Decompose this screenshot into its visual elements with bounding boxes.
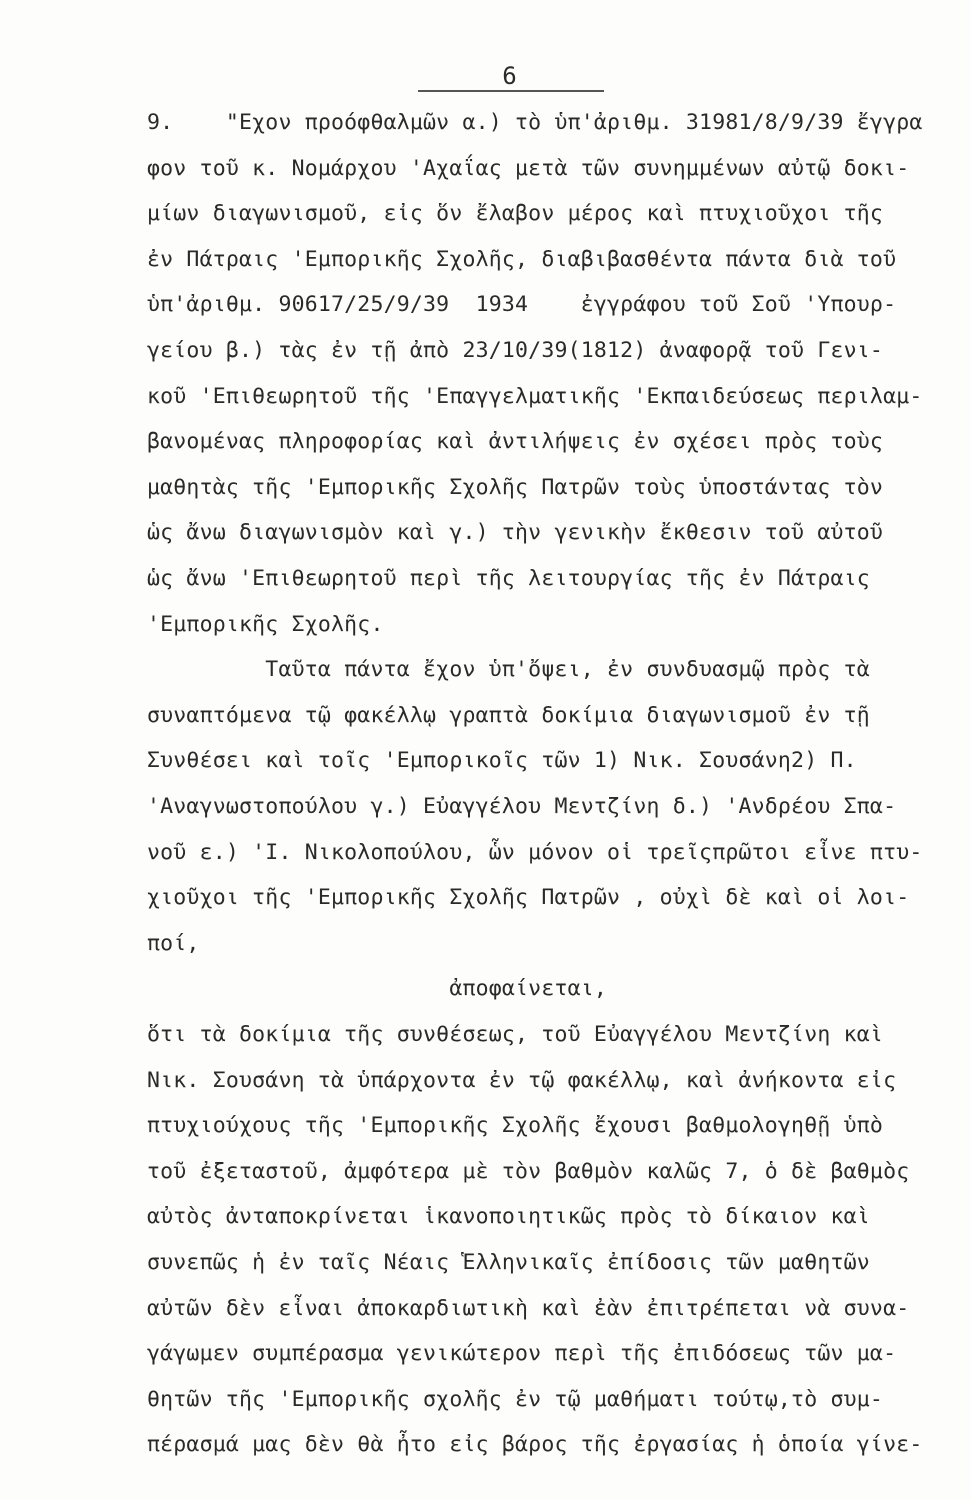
text-line: ἀποφαίνεται,: [147, 976, 608, 1002]
text-line: γείου β.) τὰς ἐν τῇ ἀπὸ 23/10/39(1812) ἀναφορᾷ τοῦ Γενι-: [147, 338, 884, 363]
text-line: ἐν Πάτραις 'Εμπορικῆς Σχολῆς, διαβιβασθέντα πάντα διὰ τοῦ: [147, 246, 897, 272]
text-line: πέρασμά μας δὲν θὰ ἦτο εἰς βάρος τῆς ἐργασίας ἡ ὁποία γίνε-: [147, 1432, 923, 1458]
page-number-rule: [418, 90, 604, 92]
text-line: 'Εμπορικῆς Σχολῆς.: [147, 611, 384, 637]
page-number: 6: [502, 62, 518, 90]
text-line: ὡς ἄνω 'Επιθεωρητοῦ περὶ τῆς λειτουργίας τῆς ἐν Πάτραις: [147, 566, 870, 591]
text-line: 9. "Εχον προόφθαλμῶν α.) τὸ ὑπ'ἀριθμ. 31981/8/9/39 ἔγγρα: [147, 110, 923, 135]
text-line: Συνθέσει καὶ τοῖς 'Εμπορικοῖς τῶν 1) Νικ. Σουσάνη2) Π.: [147, 748, 857, 774]
text-line: μαθητὰς τῆς 'Εμπορικῆς Σχολῆς Πατρῶν τοὺς ὑποστάντας τὸν: [147, 474, 884, 500]
text-line: νοῦ ε.) 'Ι. Νικολοπούλου, ὧν μόνον οἱ τρεῖςπρῶτοι εἶνε πτυ-: [147, 839, 923, 865]
text-line: ὑπ'ἀριθμ. 90617/25/9/39 1934 ἐγγράφου τοῦ Σοῦ 'Υπουρ-: [147, 292, 897, 318]
text-line: τοῦ ἐξεταστοῦ, ἀμφότερα μὲ τὸν βαθμὸν καλῶς 7, ὁ δὲ βαθμὸς: [147, 1158, 910, 1184]
text-line: μίων διαγωνισμοῦ, εἰς ὅν ἔλαβον μέρος καὶ πτυχιοῦχοι τῆς: [147, 201, 884, 227]
text-line: Ταῦτα πάντα ἔχον ὑπ'ὄψει, ἐν συνδυασμῷ πρὸς τὰ: [147, 657, 870, 683]
text-line: φον τοῦ κ. Νομάρχου 'Αχαΐας μετὰ τῶν συνημμένων αὐτῷ δοκι-: [147, 155, 910, 181]
text-line: συνεπῶς ἡ ἐν ταῖς Νέαις Ἑλληνικαῖς ἐπίδοσις τῶν μαθητῶν: [147, 1250, 870, 1275]
text-line: αὐτὸς ἀνταποκρίνεται ἱκανοποιητικῶς πρὸς τὸ δίκαιον καὶ: [147, 1204, 870, 1230]
text-line: βανομένας πληροφορίας καὶ ἀντιλήψεις ἐν σχέσει πρὸς τοὺς: [147, 429, 884, 455]
text-line: Νικ. Σουσάνη τὰ ὑπάρχοντα ἐν τῷ φακέλλῳ, καὶ ἀνήκοντα εἰς: [147, 1067, 897, 1093]
text-line: ὅτι τὰ δοκίμια τῆς συνθέσεως, τοῦ Εὐαγγέλου Μεντζίνη καὶ: [147, 1022, 884, 1047]
text-line: αὐτῶν δὲν εἶναι ἀποκαρδιωτικὴ καὶ ἐὰν ἐπιτρέπεται νὰ συνα-: [147, 1295, 910, 1321]
text-line: γάγωμεν συμπέρασμα γενικώτερον περὶ τῆς ἐπιδόσεως τῶν μα-: [147, 1341, 897, 1367]
text-line: θητῶν τῆς 'Εμπορικῆς σχολῆς ἐν τῷ μαθήματι τούτῳ,τὸ συμ-: [147, 1386, 884, 1412]
page-bottom-edge: [0, 1494, 971, 1500]
text-line: χιοῦχοι τῆς 'Εμπορικῆς Σχολῆς Πατρῶν , οὐχὶ δὲ καὶ οἱ λοι-: [147, 885, 910, 911]
text-line: συναπτόμενα τῷ φακέλλῳ γραπτὰ δοκίμια διαγωνισμοῦ ἐν τῇ: [147, 702, 870, 728]
text-line: 'Αναγνωστοπούλου γ.) Εὐαγγέλου Μεντζίνη δ.) 'Ανδρέου Σπα-: [147, 794, 897, 819]
text-line: πτυχιούχους τῆς 'Εμπορικῆς Σχολῆς ἔχουσι βαθμολογηθῇ ὑπὸ: [147, 1113, 884, 1139]
text-line: κοῦ 'Επιθεωρητοῦ τῆς 'Επαγγελματικῆς 'Εκπαιδεύσεως περιλαμ-: [147, 383, 923, 409]
text-line: ὡς ἄνω διαγωνισμὸν καὶ γ.) τὴν γενικὴν ἔκθεσιν τοῦ αὐτοῦ: [147, 520, 884, 546]
text-line: ποί,: [147, 930, 200, 956]
